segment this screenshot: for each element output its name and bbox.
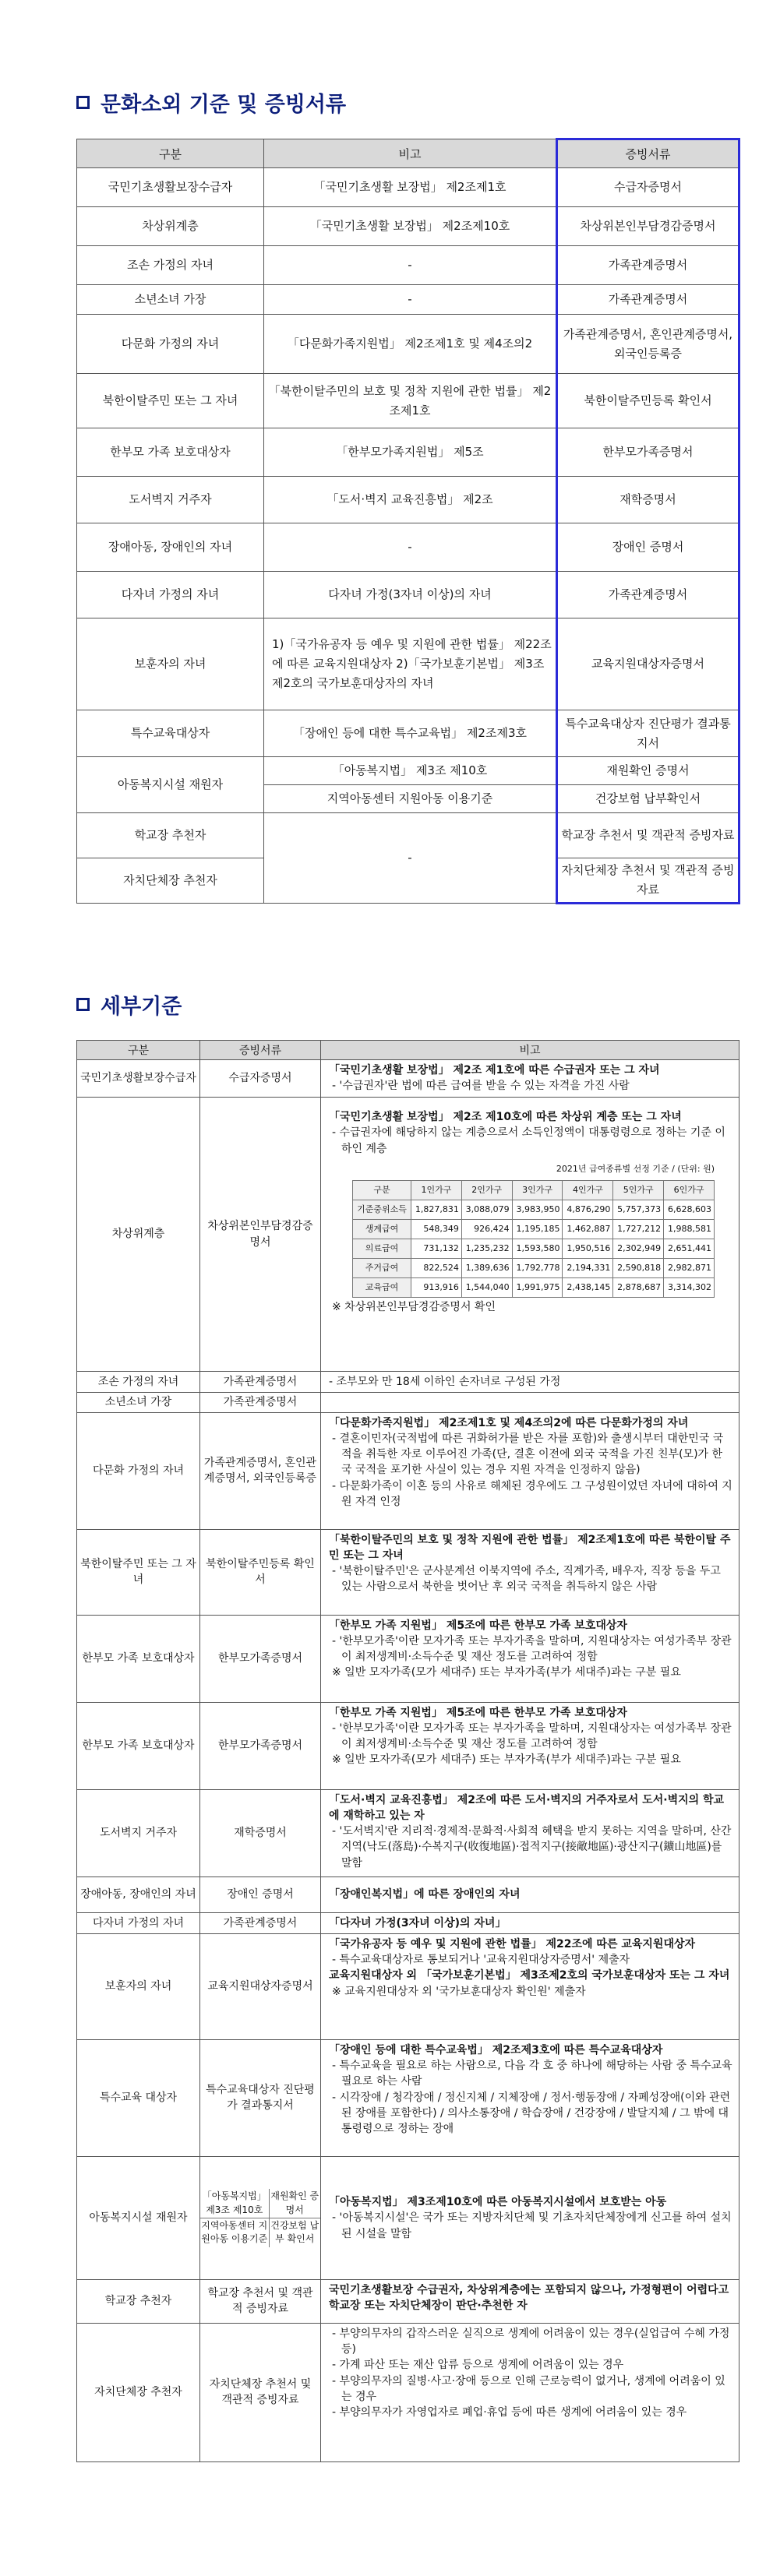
row-category: 보훈자의 자녀 — [77, 618, 264, 710]
income-cell: 1,991,975 — [512, 1277, 563, 1297]
income-cell: 4,876,290 — [563, 1200, 613, 1219]
note-heading: 교육지원대상자 외 「국가보훈기본법」 제3조제2호의 국가보훈대상자 또는 그 자녀 — [329, 1969, 730, 1982]
note-item: - 부양의무자가 자영업자로 폐업·휴업 등에 따른 생계에 어려움이 있는 경우 — [332, 2406, 687, 2419]
row-category: 차상위계층 — [77, 1098, 200, 1372]
square-bullet-icon — [76, 998, 90, 1011]
note-item: - '수급권자'란 법에 따른 급여를 받을 수 있는 자격을 가진 사람 — [332, 1080, 630, 1093]
row-note: 「아동복지법」 제3조 제10호 — [264, 757, 557, 785]
header-note: 비고 — [264, 139, 557, 168]
row-note — [321, 2039, 739, 2156]
row-category: 다문화 가정의 자녀 — [77, 315, 264, 374]
note-item: ※ 교육지원대상자 외 '국가보훈대상자 확인원' 제출자 — [332, 1985, 586, 1998]
subtable-basis: 「아동복지법」 제3조 제10호 — [200, 2189, 269, 2218]
row-doc: 자치단체장 추천서 및 객관적 증빙자료 — [557, 858, 739, 904]
row-category: 도서벽지 거주자 — [77, 1789, 200, 1876]
row-doc: 교육지원대상자증명서 — [557, 618, 739, 710]
note-heading: 「다문화가족지원법」 제2조제1호 및 제4조의2에 따른 다문화가정의 자녀 — [329, 1416, 689, 1429]
row-doc: 교육지원대상자증명서 — [200, 1933, 321, 2039]
row-doc: 한부모가족증명서 — [200, 1702, 321, 1789]
row-doc: 가족관계증명서 — [557, 285, 739, 315]
income-cell: 1,988,581 — [664, 1219, 715, 1239]
row-doc — [200, 2156, 321, 2279]
income-cell: 822,524 — [411, 1258, 462, 1277]
income-cell: 6,628,603 — [664, 1200, 715, 1219]
income-cell: 1,727,212 — [613, 1219, 664, 1239]
row-doc: 가족관계증명서, 혼인관계증명서, 외국인등록증 — [557, 315, 739, 374]
income-cell: 1,235,232 — [461, 1239, 512, 1258]
note-item: - 부양의무자의 질병·사고·장애 등으로 인해 근로능력이 없거나, 생계에 어려움이 있는 경우 — [332, 2374, 725, 2404]
income-cell: 1,389,636 — [461, 1258, 512, 1277]
row-note — [321, 2279, 739, 2323]
row-note — [321, 2156, 739, 2279]
income-cell: 1,544,040 — [461, 1277, 512, 1297]
income-header-cell: 4인가구 — [563, 1180, 613, 1200]
note-item: - 다문화가족이 이혼 등의 사유로 해체된 경우에도 그 구성원이었던 자녀에 대하여 지원 자격 인정 — [332, 1479, 732, 1509]
section1-title — [76, 87, 346, 118]
row-doc: 한부모가족증명서 — [200, 1615, 321, 1702]
header-note: 비고 — [321, 1041, 739, 1060]
note-item: - '한부모가족'이란 모자가족 또는 부자가족을 말하며, 지원대상자는 여성가족부 장관이 최저생계비·소득수준 및 재산 정도를 고려하여 정함 — [332, 1634, 732, 1664]
row-category: 특수교육대상자 — [77, 710, 264, 757]
note-heading: 「국민기초생활 보장법」 제2조 제1호에 따른 수급권자 또는 그 자녀 — [329, 1064, 660, 1077]
row-category: 다자녀 가정의 자녀 — [77, 1912, 200, 1933]
income-row-label: 주거급여 — [353, 1258, 411, 1277]
row-doc: 수급자증명서 — [557, 168, 739, 207]
header-doc: 증빙서류 — [200, 1041, 321, 1060]
income-header-cell: 구분 — [353, 1180, 411, 1200]
detail-table — [76, 1040, 739, 2462]
row-doc: 특수교육대상자 진단평가 결과통지서 — [557, 710, 739, 757]
row-note: 「다자녀 가정(3자녀 이상)의 자녀」 — [321, 1912, 739, 1933]
note-item: - '아동복지시설'은 국가 또는 지방자치단체 및 기초자치단체장에게 신고를 하여 설치된 시설을 말함 — [332, 2211, 732, 2240]
row-doc: 학교장 추천서 및 객관적 증빙자료 — [200, 2279, 321, 2323]
row-category: 한부모 가족 보호대상자 — [77, 428, 264, 477]
row-note — [321, 2323, 739, 2461]
section1-title-text: 문화소외 기준 및 증빙서류 — [101, 93, 347, 117]
row-note: - — [264, 246, 557, 285]
row-category: 보훈자의 자녀 — [77, 1933, 200, 2039]
row-note: 「장애인 등에 대한 특수교육법」 제2조제3호 — [264, 710, 557, 757]
note-item: - '북한이탈주민'은 군사분계선 이북지역에 주소, 직계가족, 배우자, 직장 등을 두고 있는 사람으로서 북한을 벗어난 후 외국 국적을 취득하지 않은 사람 — [332, 1565, 721, 1594]
section2-title — [76, 989, 182, 1020]
row-category: 학교장 추천자 — [77, 813, 264, 858]
row-doc: 장애인 증명서 — [557, 523, 739, 572]
income-row-label: 교육급여 — [353, 1277, 411, 1297]
row-doc: 재학증명서 — [557, 477, 739, 523]
row-note: 「한부모가족지원법」 제5조 — [264, 428, 557, 477]
income-row-label: 의료급여 — [353, 1239, 411, 1258]
row-category: 조손 가정의 자녀 — [77, 246, 264, 285]
row-doc: 가족관계증명서 — [200, 1912, 321, 1933]
row-doc: 차상위본인부담경감증명서 — [200, 1098, 321, 1372]
row-doc: 가족관계증명서 — [200, 1393, 321, 1412]
header-doc: 증빙서류 — [557, 139, 739, 168]
note-item: - 부양의무자의 갑작스러운 실직으로 생계에 어려움이 있는 경우(실업급여 수혜 가정 등) — [332, 2327, 730, 2356]
row-note: 「다문화가족지원법」 제2조제1호 및 제4조의2 — [264, 315, 557, 374]
income-table-caption: 2021년 급여종류별 선정 기준 / (단위: 원) — [556, 1163, 715, 1174]
income-cell: 913,916 — [411, 1277, 462, 1297]
note-item: - 수급권자에 해당하지 않는 계층으로서 소득인정액이 대통령령으로 정하는 기준 이하인 계층 — [332, 1126, 725, 1155]
note-heading: 국민기초생활보장 수급권자, 차상위계층에는 포함되지 않으나, 가정형편이 어렵다고 학교장 또는 자치단체장이 판단·추천한 자 — [329, 2283, 729, 2313]
row-note — [321, 1789, 739, 1876]
square-bullet-icon — [76, 96, 90, 109]
section2-title-text: 세부기준 — [101, 995, 182, 1019]
income-cell: 731,132 — [411, 1239, 462, 1258]
row-category: 차상위계층 — [77, 207, 264, 246]
subtable-doc: 건강보험 납부 확인서 — [270, 2219, 319, 2245]
row-note: 지역아동센터 지원아동 이용기준 — [264, 785, 557, 813]
row-note — [321, 1098, 739, 1372]
note-heading: 「국민기초생활 보장법」 제2조 제10호에 따른 차상위 계층 또는 그 자녀 — [329, 1111, 682, 1123]
row-note: - — [264, 285, 557, 315]
note-heading: 「장애인 등에 대한 특수교육법」 제2조제3호에 따른 특수교육대상자 — [329, 2043, 663, 2056]
note-heading: 「아동복지법」 제3조제10호에 따른 아동복지시설에서 보호받는 아동 — [329, 2195, 667, 2208]
row-note: 다자녀 가정(3자녀 이상)의 자녀 — [264, 572, 557, 618]
note-item: - 시각장애 / 청각장애 / 정신지체 / 지체장애 / 정서·행동장애 / 자폐성장애(이와 관련된 장애를 포함한다) / 의사소통장애 / 학습장애 / 건강장애 / 발달지체 / 그 밖에 대통령령으로 정하는 장애 — [332, 2091, 731, 2136]
income-cell: 3,088,079 — [461, 1200, 512, 1219]
income-cell: 1,462,887 — [563, 1219, 613, 1239]
note-heading: 「국가유공자 등 예우 및 지원에 관한 법률」 제22조에 따른 교육지원대상자 — [329, 1937, 696, 1951]
note-heading: 「한부모 가족 지원법」 제5조에 따른 한부모 가족 보호대상자 — [329, 1706, 627, 1719]
row-note: - — [264, 523, 557, 572]
income-cell: 2,194,331 — [563, 1258, 613, 1277]
note-footnote: ※ 차상위본인부담경감증명서 확인 — [332, 1300, 496, 1313]
note-item: - 특수교육을 필요로 하는 사람으로, 다음 각 호 중 하나에 해당하는 사람 중 특수교육 필요로 하는 사람 — [332, 2060, 732, 2088]
income-table — [352, 1180, 715, 1298]
row-category: 장애아동, 장애인의 자녀 — [77, 1876, 200, 1912]
row-category: 국민기초생활보장수급자 — [77, 168, 264, 207]
row-category: 특수교육 대상자 — [77, 2039, 200, 2156]
row-note: - 조부모와 만 18세 이하인 손자녀로 구성된 가정 — [321, 1372, 739, 1393]
income-cell: 3,314,302 — [664, 1277, 715, 1297]
note-heading: 「한부모 가족 지원법」 제5조에 따른 한부모 가족 보호대상자 — [329, 1619, 627, 1632]
row-doc: 건강보험 납부확인서 — [557, 785, 739, 813]
row-note: - — [264, 813, 557, 904]
income-cell: 926,424 — [461, 1219, 512, 1239]
row-category: 자치단체장 추천자 — [77, 2323, 200, 2461]
row-note — [321, 1060, 739, 1098]
row-category: 북한이탈주민 또는 그 자녀 — [77, 1529, 200, 1615]
row-doc: 재학증명서 — [200, 1789, 321, 1876]
row-category: 조손 가정의 자녀 — [77, 1372, 200, 1393]
row-note: 「국민기초생활 보장법」 제2조제1호 — [264, 168, 557, 207]
row-note — [321, 1702, 739, 1789]
income-cell: 3,983,950 — [512, 1200, 563, 1219]
income-cell: 2,982,871 — [664, 1258, 715, 1277]
row-category: 학교장 추천자 — [77, 2279, 200, 2323]
criteria-table — [76, 138, 740, 904]
row-category: 한부모 가족 보호대상자 — [77, 1702, 200, 1789]
income-cell: 2,878,687 — [613, 1277, 664, 1297]
note-heading: 「북한이탈주민의 보호 및 정착 지원에 관한 법률」 제2조제1호에 따른 북한이탈 주민 또는 그 자녀 — [329, 1533, 731, 1562]
row-doc: 차상위본인부담경감증명서 — [557, 207, 739, 246]
note-item: - '한부모가족'이란 모자가족 또는 부자가족을 말하며, 지원대상자는 여성가족부 장관이 최저생계비·소득수준 및 재산 정도를 고려하여 정함 — [332, 1721, 732, 1751]
row-category: 북한이탈주민 또는 그 자녀 — [77, 374, 264, 428]
row-note: 「장애인복지법」에 따른 장애인의 자녀 — [321, 1876, 739, 1912]
row-category: 아동복지시설 재원자 — [77, 2156, 200, 2279]
income-header-cell: 2인가구 — [461, 1180, 512, 1200]
income-cell: 1,950,516 — [563, 1239, 613, 1258]
facility-subtable — [200, 2189, 320, 2247]
row-note — [321, 1393, 739, 1412]
row-note — [321, 1615, 739, 1702]
row-doc: 장애인 증명서 — [200, 1876, 321, 1912]
row-doc: 수급자증명서 — [200, 1060, 321, 1098]
row-doc: 가족관계증명서 — [557, 246, 739, 285]
income-cell: 1,195,185 — [512, 1219, 563, 1239]
income-header-cell: 5인가구 — [613, 1180, 664, 1200]
row-note: 「국민기초생활 보장법」 제2조제10호 — [264, 207, 557, 246]
income-cell: 2,302,949 — [613, 1239, 664, 1258]
income-row-label: 생계급여 — [353, 1219, 411, 1239]
note-item: - 결혼이민자(국적법에 따른 귀화허가를 받은 자를 포함)와 출생시부터 대한민국 국적을 취득한 자로 이루어진 가족(단, 결혼 이전에 외국 국적을 가진 친부(모)가 한국 국적을 포기한 사실이 있는 경우 지원 자격을 인정하지 않음) — [332, 1432, 724, 1477]
row-doc: 재원확인 증명서 — [557, 757, 739, 785]
row-doc: 가족관계증명서 — [557, 572, 739, 618]
subtable-doc: 재원확인 증명서 — [269, 2189, 320, 2218]
income-cell: 2,651,441 — [664, 1239, 715, 1258]
row-category: 소년소녀 가장 — [77, 285, 264, 315]
note-item: ※ 일반 모자가족(모가 세대주) 또는 부자가족(부가 세대주)과는 구분 필요 — [332, 1666, 681, 1679]
row-category: 장애아동, 장애인의 자녀 — [77, 523, 264, 572]
note-item: - 특수교육대상자로 통보되거나 '교육지원대상자증명서' 제출자 — [332, 1954, 630, 1967]
income-cell: 1,593,580 — [512, 1239, 563, 1258]
row-category: 다문화 가정의 자녀 — [77, 1412, 200, 1529]
header-category: 구분 — [77, 139, 264, 168]
row-note — [321, 1412, 739, 1529]
note-item: ※ 일반 모자가족(모가 세대주) 또는 부자가족(부가 세대주)과는 구분 필요 — [332, 1753, 681, 1767]
income-cell: 5,757,373 — [613, 1200, 664, 1219]
income-cell: 2,590,818 — [613, 1258, 664, 1277]
note-item: - 가계 파산 또는 재산 압류 등으로 생계에 어려움이 있는 경우 — [332, 2359, 624, 2372]
header-category: 구분 — [77, 1041, 200, 1060]
income-cell: 1,827,831 — [411, 1200, 462, 1219]
income-cell: 548,349 — [411, 1219, 462, 1239]
subtable-basis: 지역아동센터 지원아동 이용기준 — [200, 2218, 269, 2247]
income-header-cell: 6인가구 — [664, 1180, 715, 1200]
row-note — [321, 1529, 739, 1615]
income-cell: 2,438,145 — [563, 1277, 613, 1297]
row-doc: 학교장 추천서 및 객관적 증빙자료 — [557, 813, 739, 858]
income-cell: 1,792,778 — [512, 1258, 563, 1277]
row-category: 국민기초생활보장수급자 — [77, 1060, 200, 1098]
row-doc: 가족관계증명서, 혼인관계증명서, 외국인등록증 — [200, 1412, 321, 1529]
note-item: - '도서벽지'란 지리적·경제적·문화적·사회적 혜택을 받지 못하는 지역을 말하며, 산간지역(낙도(落島)·수복지구(收復地區)·접적지구(接敵地區)·광산지구(鑛山地區)를 말함 — [332, 1825, 732, 1869]
income-header-cell: 3인가구 — [512, 1180, 563, 1200]
row-doc: 가족관계증명서 — [200, 1372, 321, 1393]
row-category: 아동복지시설 재원자 — [77, 757, 264, 813]
row-category: 소년소녀 가장 — [77, 1393, 200, 1412]
row-note: 「북한이탈주민의 보호 및 정착 지원에 관한 법률」 제2조제1호 — [264, 374, 557, 428]
row-note: 1)「국가유공자 등 예우 및 지원에 관한 법률」 제22조에 따른 교육지원대상자 2)「국가보훈기본법」 제3조제2호의 국가보훈대상자의 자녀 — [264, 618, 557, 710]
income-header-cell: 1인가구 — [411, 1180, 462, 1200]
row-category: 다자녀 가정의 자녀 — [77, 572, 264, 618]
row-doc: 자치단체장 추천서 및 객관적 증빙자료 — [200, 2323, 321, 2461]
row-note — [321, 1933, 739, 2039]
row-note: 「도서·벽지 교육진흥법」 제2조 — [264, 477, 557, 523]
row-doc: 한부모가족증명서 — [557, 428, 739, 477]
row-doc: 특수교육대상자 진단평가 결과통지서 — [200, 2039, 321, 2156]
note-heading: 「도서·벽지 교육진흥법」 제2조에 따른 도서·벽지의 거주자로서 도서·벽지의 학교에 재학하고 있는 자 — [329, 1793, 725, 1822]
income-row-label: 기준중위소득 — [353, 1200, 411, 1219]
row-category: 도서벽지 거주자 — [77, 477, 264, 523]
row-doc: 북한이탈주민등록 확인서 — [200, 1529, 321, 1615]
row-category: 자치단체장 추천자 — [77, 858, 264, 904]
row-category: 한부모 가족 보호대상자 — [77, 1615, 200, 1702]
row-doc: 북한이탈주민등록 확인서 — [557, 374, 739, 428]
